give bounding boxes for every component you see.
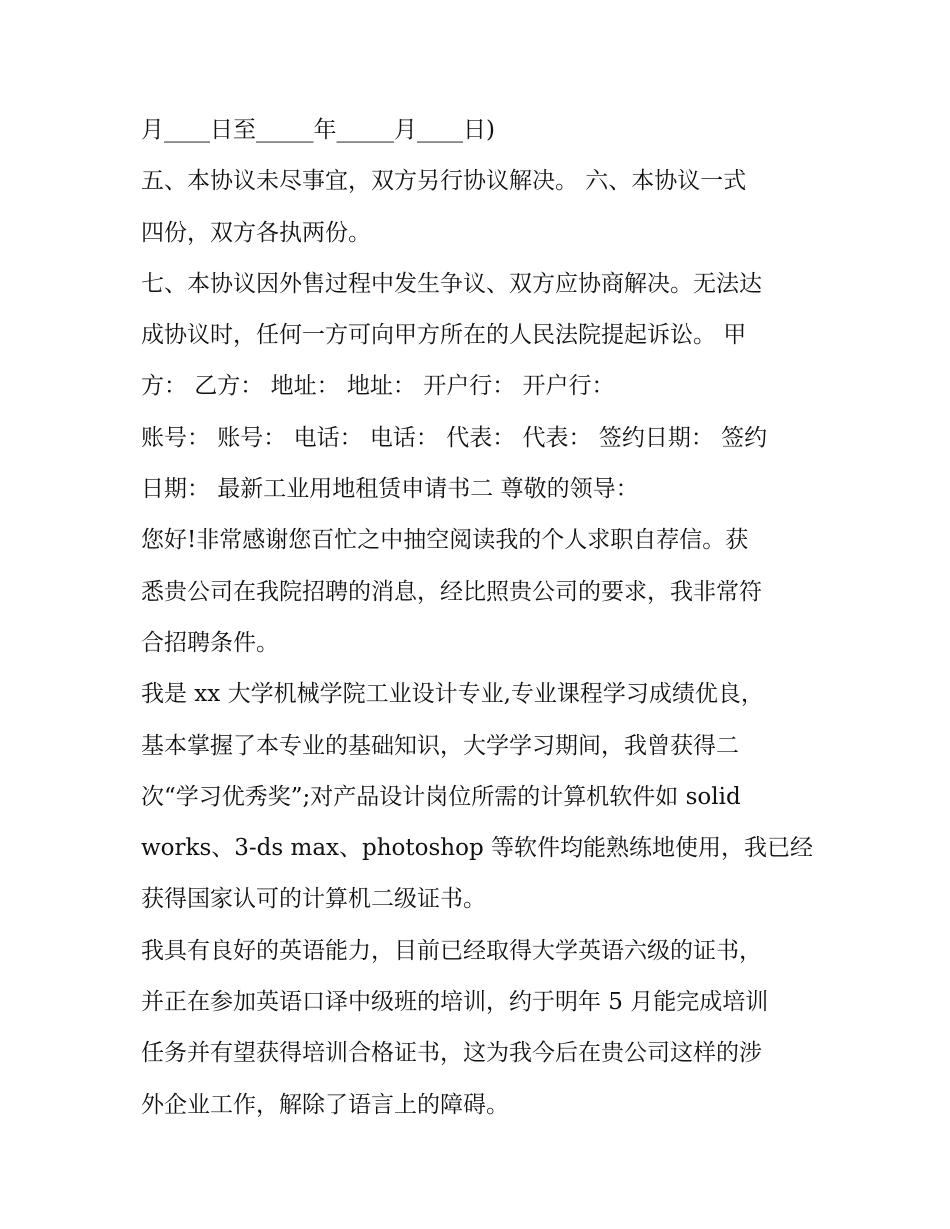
document-body [141, 105, 821, 1131]
text-line: 并正在参加英语口译中级班的培训，约于明年 5 月能完成培训 [141, 989, 769, 1016]
text-line: 月____日至_____年_____月____日) [141, 117, 495, 143]
text-line: 方： 乙方： 地址： 地址： 开户行： 开户行： [141, 373, 615, 400]
text-line: 外企业工作，解除了语言上的障碍。 [141, 1091, 509, 1118]
text-line: 四份，双方各执两份。 [141, 219, 371, 246]
text-line: 五、本协议未尽事宜，双方另行协议解决。 六、本协议一式 [141, 168, 747, 195]
text-line: 次“学习优秀奖”;对产品设计岗位所需的计算机软件如 solid [141, 783, 741, 810]
text-line: 基本掌握了本专业的基础知识，大学学习期间，我曾获得二 [141, 732, 739, 759]
text-line: 账号： 账号： 电话： 电话： 代表： 代表： 签约日期： 签约 [141, 424, 768, 451]
text-line: 悉贵公司在我院招聘的消息，经比照贵公司的要求，我非常符 [141, 578, 762, 605]
text-line: works、3-ds max、photoshop 等软件均能熟练地使用，我已经 [141, 835, 813, 862]
text-line: 任务并有望获得培训合格证书，这为我今后在贵公司这样的涉 [141, 1040, 762, 1067]
text-line: 我是 xx 大学机械学院工业设计专业,专业课程学习成绩优良， [141, 681, 764, 708]
text-line: 合招聘条件。 [141, 629, 279, 656]
text-line: 获得国家认可的计算机二级证书。 [141, 886, 486, 913]
text-line: 我具有良好的英语能力，目前已经取得大学英语六级的证书， [141, 937, 762, 964]
text-line: 日期： 最新工业用地租赁申请书二 尊敬的领导： [141, 476, 639, 503]
text-line: 七、本协议因外售过程中发生争议、双方应协商解决。无法达 [141, 270, 762, 297]
text-line: 您好!非常感谢您百忙之中抽空阅读我的个人求职自荐信。获 [141, 527, 749, 554]
text-line: 成协议时，任何一方可向甲方所在的人民法院提起诉讼。 甲 [141, 322, 747, 349]
